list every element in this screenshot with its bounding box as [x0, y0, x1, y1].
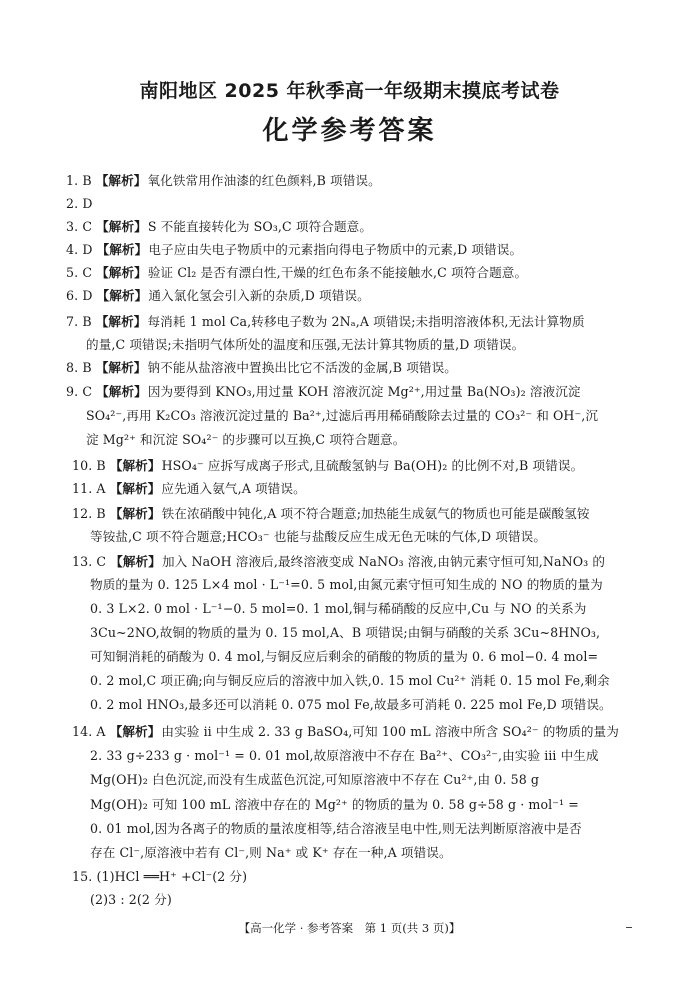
answer-text: 验证 Cl₂ 是否有漂白性,干燥的红色布条不能接触水,C 项符合题意。	[147, 265, 528, 280]
answer-text: 钠不能从盐溶液中置换出比它不活泼的金属,B 项错误。	[147, 360, 457, 375]
answer-line	[66, 357, 457, 379]
answer-text: 氧化铁常用作油漆的红色颜料,B 项错误。	[147, 173, 381, 188]
answer-line	[72, 503, 590, 525]
analysis-tag: 【解析】	[109, 458, 161, 473]
answer-line	[66, 311, 585, 333]
answer-line-continued	[90, 889, 172, 911]
answer-text: 铁在浓硝酸中钝化,A 项不符合题意;加热能生成氨气的物质也可能是碳酸氢铵	[161, 506, 590, 521]
answer-text: 2. 33 g÷233 g · mol⁻¹ = 0. 01 mol,故原溶液中不存在 Ba²⁺、CO₃²⁻,由实验 ⅲ 中生成	[90, 748, 599, 763]
answer-line-continued	[90, 670, 610, 692]
exam-title: 南阳地区 2025 年秋季高一年级期末摸底考试卷	[139, 80, 560, 102]
answer-text: SO₄²⁻,再用 K₂CO₃ 溶液沉淀过量的 Ba²⁺,过滤后再用稀硝酸除去过量的 CO₃²⁻ 和 OH⁻,沉	[86, 408, 599, 423]
answer-line	[66, 239, 522, 261]
answer-text: S 不能直接转化为 SO₃,C 项符合题意。	[147, 219, 373, 234]
question-number: 5. C	[66, 265, 93, 280]
question-number: 15.	[72, 869, 93, 884]
question-number: 11. A	[72, 481, 106, 496]
question-number: 8. B	[66, 360, 92, 375]
question-number: 9. C	[66, 384, 93, 399]
answer-line-continued	[90, 646, 598, 668]
answer-line	[66, 193, 93, 215]
answer-line-continued	[90, 526, 546, 548]
answer-text: HSO₄⁻ 应拆写成离子形式,且硫酸氢钠与 Ba(OH)₂ 的比例不对,B 项错误。	[161, 458, 584, 473]
question-number: 4. D	[66, 242, 93, 257]
question-number: 2. D	[66, 196, 93, 211]
question-number: 1. B	[66, 173, 92, 188]
question-number: 10. B	[72, 458, 106, 473]
answer-text: 的量,C 项错误;未指明气体所处的温度和压强,无法计算其物质的量,D 项错误。	[86, 337, 525, 352]
answer-line-continued	[90, 574, 603, 596]
answer-line	[66, 170, 381, 192]
analysis-tag: 【解析】	[96, 265, 147, 280]
answer-line-continued	[90, 694, 612, 716]
answer-line-continued	[90, 818, 582, 840]
answer-text: 存在 Cl⁻,原溶液中若有 Cl⁻,则 Na⁺ 或 K⁺ 存在一种,A 项错误。	[90, 845, 452, 860]
analysis-tag: 【解析】	[95, 314, 147, 329]
analysis-tag: 【解析】	[95, 173, 147, 188]
analysis-tag: 【解析】	[109, 481, 161, 496]
analysis-tag: 【解析】	[96, 242, 148, 257]
answer-text: 淀 Mg²⁺ 和沉淀 SO₄²⁻ 的步骤可以互换,C 项符合题意。	[86, 432, 406, 447]
answer-line	[66, 262, 527, 284]
question-number: 13. C	[72, 554, 107, 569]
answer-line-continued	[90, 622, 600, 644]
answer-text: 物质的量为 0. 125 L×4 mol · L⁻¹=0. 5 mol,由氮元素守恒可知生成的 NO 的物质的量为	[90, 577, 603, 592]
analysis-tag: 【解析】	[109, 506, 161, 521]
corner-mark	[626, 927, 632, 928]
answer-line	[72, 478, 306, 500]
answer-line	[72, 866, 247, 888]
answer-text: 0. 01 mol,因为各离子的物质的量浓度相等,结合溶液呈电中性,则无法判断原溶液中是否	[90, 821, 582, 836]
analysis-tag: 【解析】	[109, 724, 161, 739]
analysis-tag: 【解析】	[110, 554, 161, 569]
answer-text: Mg(OH)₂ 可知 100 mL 溶液中存在的 Mg²⁺ 的物质的量为 0. 58 g÷58 g · mol⁻¹ =	[90, 797, 579, 812]
answer-text: (2)3 : 2(2 分)	[90, 892, 172, 907]
analysis-tag: 【解析】	[96, 219, 147, 234]
answer-line-continued	[90, 745, 599, 767]
answer-line	[72, 455, 583, 477]
analysis-tag: 【解析】	[96, 288, 148, 303]
answer-line	[72, 721, 619, 743]
answer-text: 因为要得到 KNO₃,用过量 KOH 溶液沉淀 Mg²⁺,用过量 Ba(NO₃)₂ 溶液沉淀	[147, 384, 581, 399]
answer-text: (1)HCl ══H⁺ +Cl⁻(2 分)	[96, 869, 248, 884]
answer-line-continued	[90, 769, 539, 791]
question-number: 12. B	[72, 506, 106, 521]
question-number: 6. D	[66, 288, 93, 303]
answer-text: 0. 3 L×2. 0 mol · L⁻¹−0. 5 mol=0. 1 mol,铜与稀硝酸的反应中,Cu 与 NO 的关系为	[90, 601, 587, 616]
answer-text: 应先通入氨气,A 项错误。	[161, 481, 306, 496]
page-footer: 【高一化学 · 参考答案 第 1 页(共 3 页)】	[238, 921, 461, 935]
answer-text: 通入氯化氢会引入新的杂质,D 项错误。	[148, 288, 370, 303]
answer-line	[72, 551, 605, 573]
answer-text: 由实验 ⅱ 中生成 2. 33 g BaSO₄,可知 100 mL 溶液中所含 SO₄²⁻ 的物质的量为	[161, 724, 619, 739]
answer-text: 0. 2 mol,C 项正确;向与铜反应后的溶液中加入铁,0. 15 mol Cu²⁺ 消耗 0. 15 mol Fe,剩余	[90, 673, 610, 688]
answer-text: 可知铜消耗的硝酸为 0. 4 mol,与铜反应后剩余的硝酸的物质的量为 0. 6 mol−0. 4 mol=	[90, 649, 599, 664]
question-number: 7. B	[66, 314, 92, 329]
answer-line-continued	[86, 405, 598, 427]
answer-line	[66, 216, 372, 238]
answer-line-continued	[90, 598, 587, 620]
answer-line-continued	[90, 794, 579, 816]
answer-line-continued	[90, 842, 452, 864]
answer-text: Mg(OH)₂ 白色沉淀,而没有生成蓝色沉淀,可知原溶液中不存在 Cu²⁺,由 0. 58 g	[90, 772, 540, 787]
question-number: 3. C	[66, 219, 93, 234]
answer-text: 加入 NaOH 溶液后,最终溶液变成 NaNO₃ 溶液,由钠元素守恒可知,NaNO₃ 的	[161, 554, 606, 569]
answer-line	[66, 381, 581, 403]
answer-text: 0. 2 mol HNO₃,最多还可以消耗 0. 075 mol Fe,故最多可消耗 0. 225 mol Fe,D 项错误。	[90, 697, 612, 712]
analysis-tag: 【解析】	[95, 360, 147, 375]
question-number: 14. A	[72, 724, 106, 739]
analysis-tag: 【解析】	[96, 384, 147, 399]
answer-text: 电子应由失电子物质中的元素指向得电子物质中的元素,D 项错误。	[148, 242, 523, 257]
answer-line	[66, 285, 370, 307]
answer-text: 每消耗 1 mol Ca,转移电子数为 2Nₐ,A 项错误;未指明溶液体积,无法计算物质	[147, 314, 585, 329]
answer-text: 等铵盐,C 项不符合题意;HCO₃⁻ 也能与盐酸反应生成无色无味的气体,D 项错误。	[90, 529, 547, 544]
answer-line-continued	[86, 429, 405, 451]
answer-text: 3Cu~2NO,故铜的物质的量为 0. 15 mol,A、B 项错误;由铜与硝酸的关系 3Cu~8HNO₃,	[90, 625, 601, 640]
answer-line-continued	[86, 334, 524, 356]
answer-title: 化学参考答案	[262, 116, 437, 146]
